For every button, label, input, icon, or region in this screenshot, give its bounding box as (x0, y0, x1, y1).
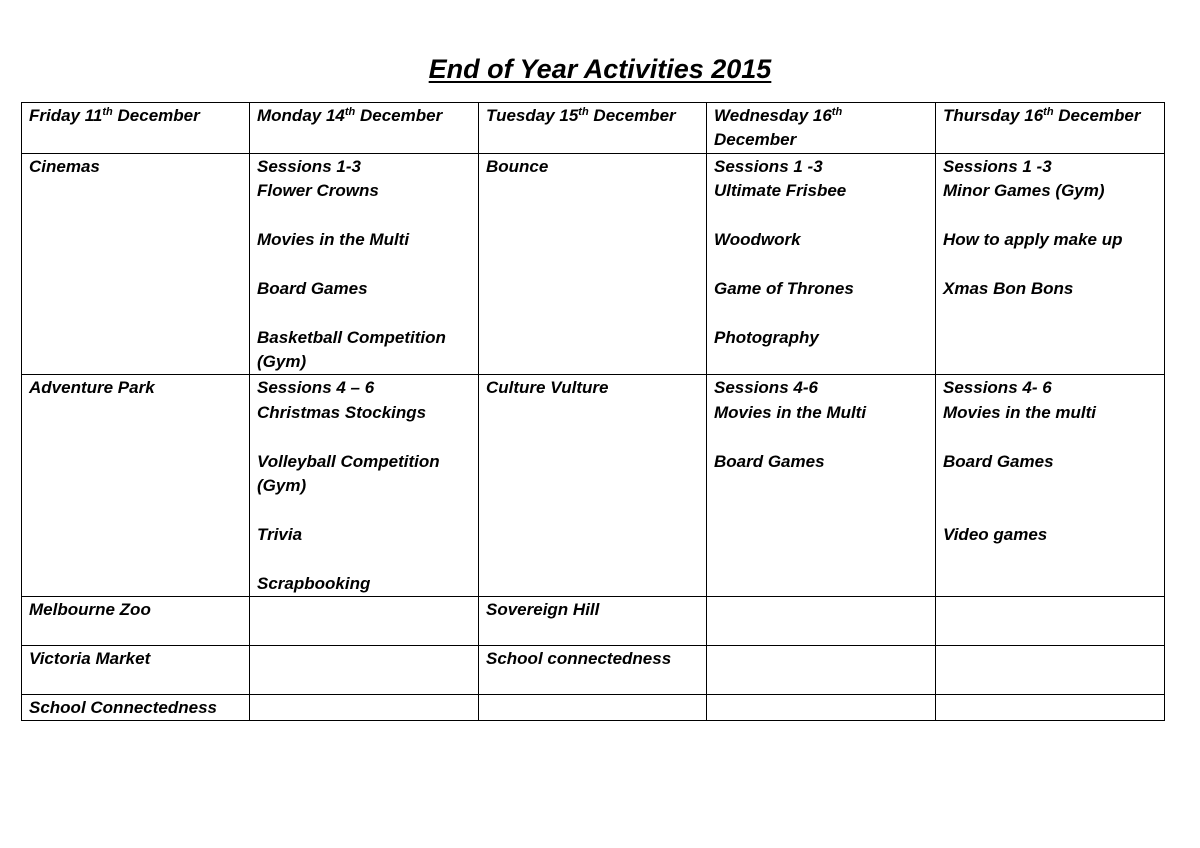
cell-line: Sessions 4- 6 (943, 378, 1052, 398)
table-cell (479, 646, 707, 695)
table-cell (250, 375, 479, 597)
cell-line (714, 425, 928, 449)
cell-line: Minor Games (Gym) (943, 181, 1105, 201)
cell-line: Game of Thrones (714, 278, 854, 298)
cell-line: Xmas Bon Bons (943, 278, 1074, 298)
header-month: December (359, 106, 443, 125)
table-cell (22, 375, 250, 597)
table-cell (250, 646, 479, 695)
header-day: Wednesday 16 (714, 106, 832, 125)
table-cell (936, 375, 1165, 597)
cell-line: Board Games (943, 451, 1054, 471)
header-suffix: th (1043, 106, 1054, 118)
cell-line (714, 301, 928, 325)
cell-line: Sessions 4 – 6 (257, 378, 375, 398)
header-suffix: th (102, 106, 113, 118)
header-cell (936, 103, 1165, 154)
cell-line (257, 498, 471, 522)
cell-line: Sovereign Hill (486, 600, 600, 620)
header-suffix: th (831, 106, 843, 118)
table-cell (479, 153, 707, 375)
header-month: December (593, 106, 676, 125)
cell-line: Basketball Competition (Gym) (257, 327, 446, 372)
cell-line (714, 204, 928, 228)
table-cell (250, 153, 479, 375)
cell-line: Sessions 1 -3 (714, 156, 823, 176)
cell-line: Woodwork (714, 230, 801, 250)
cell-line (257, 301, 471, 325)
page-title: End of Year Activities 2015 (428, 54, 772, 84)
cell-line (714, 252, 928, 276)
table-row (22, 375, 1165, 597)
cell-line: Victoria Market (29, 649, 151, 669)
table-cell (936, 153, 1165, 375)
cell-line: Sessions 1 -3 (943, 156, 1052, 176)
cell-line: Scrapbooking (257, 573, 371, 593)
table-row (22, 153, 1165, 375)
cell-line: Movies in the Multi (257, 230, 410, 250)
cell-line: Sessions 4-6 (714, 378, 818, 398)
cell-line (257, 425, 471, 449)
cell-line: Trivia (257, 524, 303, 544)
cell-line (943, 425, 1157, 449)
table-cell (479, 695, 707, 721)
cell-line: Cinemas (29, 156, 100, 176)
cell-line: Christmas Stockings (257, 402, 427, 422)
cell-line (943, 204, 1157, 228)
cell-line (943, 474, 1157, 498)
table-cell (22, 153, 250, 375)
table-cell (22, 646, 250, 695)
cell-line: School Connectedness (29, 698, 217, 718)
header-suffix: th (344, 106, 356, 118)
table-cell (479, 597, 707, 646)
cell-line: Ultimate Frisbee (714, 181, 847, 201)
cell-line (943, 252, 1157, 276)
cell-line: Movies in the multi (943, 402, 1097, 422)
table-cell (936, 695, 1165, 721)
cell-line: Adventure Park (29, 378, 155, 398)
header-day: Friday 11 (29, 106, 103, 125)
cell-line: Volleyball Competition (Gym) (257, 451, 440, 496)
header-cell (707, 103, 936, 154)
header-suffix: th (578, 106, 589, 118)
table-cell (936, 597, 1165, 646)
table-cell (22, 597, 250, 646)
cell-line: Flower Crowns (257, 181, 379, 201)
table-cell (707, 646, 936, 695)
cell-line: Melbourne Zoo (29, 600, 151, 620)
table-cell (250, 695, 479, 721)
header-row (22, 103, 1165, 154)
header-cell (22, 103, 250, 154)
cell-line: Sessions 1-3 (257, 156, 361, 176)
table-row (22, 646, 1165, 695)
table-cell (936, 646, 1165, 695)
table-cell (707, 597, 936, 646)
header-cell (250, 103, 479, 154)
cell-line: Movies in the Multi (714, 402, 867, 422)
cell-line: Video games (943, 524, 1048, 544)
header-day: Thursday 16 (943, 106, 1044, 125)
cell-line (257, 547, 471, 571)
header-day: Monday 14 (257, 106, 345, 125)
cell-line (943, 498, 1157, 522)
cell-line (257, 204, 471, 228)
header-month: December (714, 130, 797, 150)
header-month: December (1058, 106, 1141, 125)
cell-line: Culture Vulture (486, 378, 609, 398)
header-day: Tuesday 15 (486, 106, 579, 125)
table-row (22, 597, 1165, 646)
cell-line: How to apply make up (943, 230, 1123, 250)
cell-line: Bounce (486, 156, 549, 176)
table-cell (479, 375, 707, 597)
table-cell (707, 695, 936, 721)
cell-line (257, 252, 471, 276)
table-row (22, 695, 1165, 721)
cell-line: School connectedness (486, 649, 672, 669)
cell-line: Board Games (257, 278, 368, 298)
table-cell (250, 597, 479, 646)
activities-table (21, 102, 1165, 721)
table-cell (707, 375, 936, 597)
header-month: December (117, 106, 200, 125)
cell-line: Board Games (714, 451, 825, 471)
table-cell (22, 695, 250, 721)
cell-line: Photography (714, 327, 819, 347)
table-cell (707, 153, 936, 375)
header-cell (479, 103, 707, 154)
